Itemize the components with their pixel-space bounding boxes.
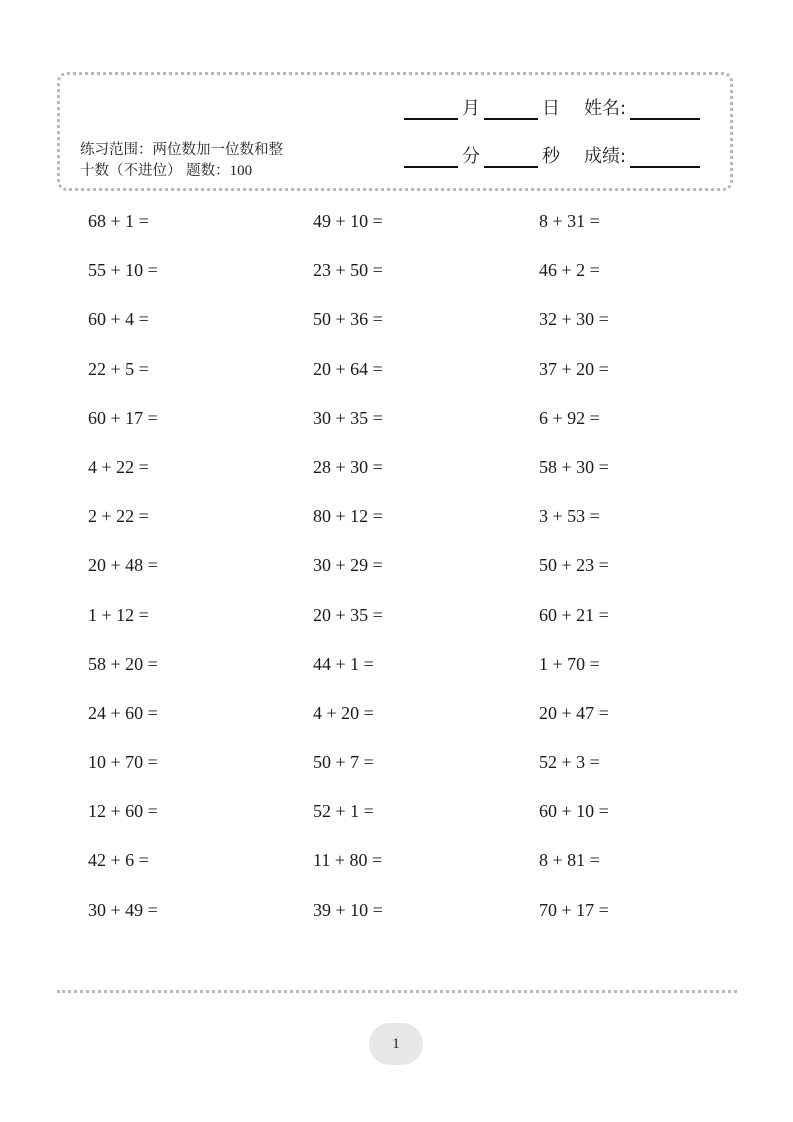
problem-row: [88, 553, 708, 602]
problem-row: [88, 750, 708, 799]
page-number: 1: [392, 1035, 400, 1052]
month-blank[interactable]: [404, 98, 458, 120]
problem-row: [88, 406, 708, 455]
problem: 20 + 48 =: [88, 555, 158, 576]
problem: 1 + 12 =: [88, 604, 149, 625]
problem-row: [88, 307, 708, 356]
problem: 28 + 30 =: [313, 456, 383, 477]
problem: 4 + 22 =: [88, 456, 149, 477]
problem-row: [88, 701, 708, 750]
description-line-2-prefix: 十数（不进位） 题数：: [80, 163, 230, 179]
problem: 20 + 64 =: [313, 358, 383, 379]
problem-row: [88, 209, 708, 258]
day-blank[interactable]: [484, 98, 538, 120]
problem: 42 + 6 =: [88, 850, 149, 871]
problem: 70 + 17 =: [539, 899, 609, 920]
problem: 68 + 1 =: [88, 211, 149, 231]
day-label: 日: [542, 98, 560, 119]
problem: 80 + 12 =: [313, 506, 383, 527]
problem: 50 + 36 =: [313, 309, 383, 330]
problem: 10 + 70 =: [88, 752, 158, 773]
month-label: 月: [462, 98, 480, 119]
problem: 24 + 60 =: [88, 702, 158, 723]
problem: 58 + 30 =: [539, 456, 609, 477]
second-blank[interactable]: [484, 146, 538, 168]
description-line-1: 练习范围：两位数加一位数和整: [80, 142, 283, 158]
problem: 60 + 4 =: [88, 309, 149, 330]
name-blank[interactable]: [630, 98, 700, 120]
problem-row: [88, 504, 708, 553]
problem: 44 + 1 =: [313, 653, 374, 674]
minute-label: 分: [462, 146, 480, 167]
problem-row: [88, 652, 708, 701]
problem: 23 + 50 =: [313, 260, 383, 281]
problem-row: [88, 799, 708, 848]
problem: 30 + 35 =: [313, 407, 383, 428]
problem: 6 + 92 =: [539, 407, 600, 428]
problem: 49 + 10 =: [313, 211, 383, 231]
problem-count: 100: [229, 163, 253, 179]
score-label: 成绩:: [584, 146, 627, 167]
problem: 52 + 3 =: [539, 752, 600, 773]
problem-row: [88, 848, 708, 897]
problem-row: [88, 603, 708, 652]
problem-row: [88, 357, 708, 406]
problem: 30 + 29 =: [313, 555, 383, 576]
problem: 37 + 20 =: [539, 358, 609, 379]
problem: 11 + 80 =: [313, 850, 383, 871]
time-score-row: [404, 146, 700, 168]
page-number-badge: [369, 1023, 423, 1065]
problem: 1 + 70 =: [539, 653, 600, 674]
problem: 8 + 81 =: [539, 850, 600, 871]
problem-grid: [88, 209, 708, 947]
problem: 20 + 35 =: [313, 604, 383, 625]
problem: 30 + 49 =: [88, 899, 158, 920]
problem: 39 + 10 =: [313, 899, 383, 920]
problem: 58 + 20 =: [88, 653, 158, 674]
problem-row: [88, 455, 708, 504]
problem: 52 + 1 =: [313, 801, 374, 822]
problem-row: [88, 898, 708, 947]
second-label: 秒: [542, 146, 560, 167]
score-blank[interactable]: [630, 146, 700, 168]
footer-divider: [57, 990, 737, 993]
problem: 20 + 47 =: [539, 702, 609, 723]
problem: 22 + 5 =: [88, 358, 149, 379]
problem-row: [88, 258, 708, 307]
description-line-2: [80, 161, 320, 182]
problem: 8 + 31 =: [539, 211, 600, 231]
problem: 60 + 17 =: [88, 407, 158, 428]
date-name-row: [404, 98, 700, 120]
minute-blank[interactable]: [404, 146, 458, 168]
problem: 2 + 22 =: [88, 506, 149, 527]
name-label: 姓名:: [584, 98, 627, 119]
problem: 3 + 53 =: [539, 506, 600, 527]
exercise-description: [80, 140, 320, 182]
problem: 50 + 23 =: [539, 555, 609, 576]
problem: 50 + 7 =: [313, 752, 374, 773]
problem: 46 + 2 =: [539, 260, 600, 281]
problem: 32 + 30 =: [539, 309, 609, 330]
problem: 55 + 10 =: [88, 260, 158, 281]
problem: 12 + 60 =: [88, 801, 158, 822]
problem: 4 + 20 =: [313, 702, 374, 723]
problem: 60 + 21 =: [539, 604, 609, 625]
problem: 60 + 10 =: [539, 801, 609, 822]
